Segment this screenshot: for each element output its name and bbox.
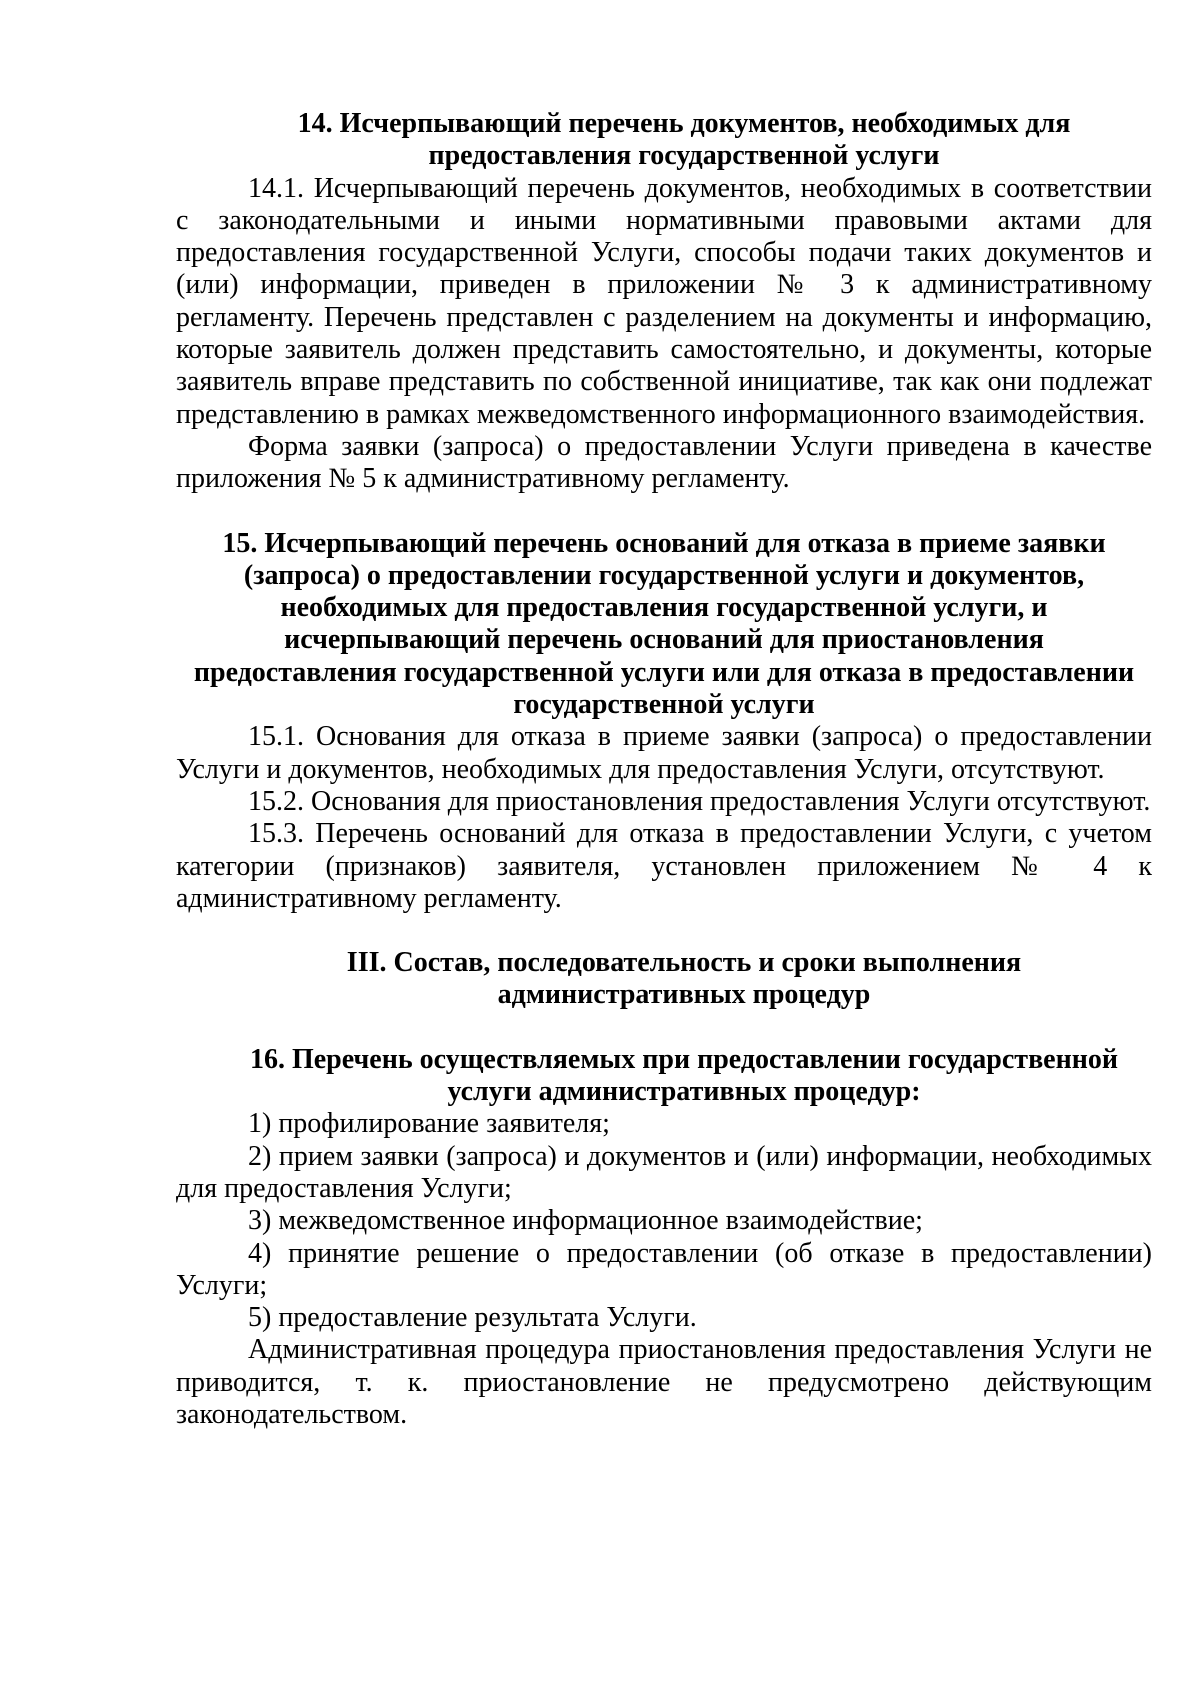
- paragraph-16-final: Административная процедура приостановления предоставления Услуги не приводится, т. к. приостановление не предусмотрено действующим законодательством.: [176, 1334, 1152, 1430]
- heading-line: III. Состав, последовательность и сроки выполнения: [346, 947, 1022, 979]
- section-14-heading: [176, 108, 1152, 173]
- chapter-3-heading: [176, 947, 1152, 1012]
- heading-line: предоставления государственной услуги: [428, 140, 940, 172]
- heading-line: (запроса) о предоставлении государственной услуги и документов,: [243, 559, 1085, 591]
- paragraph-15-2: 15.2. Основания для приостановления предоставления Услуги отсутствуют.: [248, 785, 1151, 817]
- heading-line: предоставления государственной услуги или для отказа в предоставлении: [193, 656, 1135, 688]
- paragraph-14-form: Форма заявки (запроса) о предоставлении Услуги приведена в качестве приложения № 5 к административному регламенту.: [176, 430, 1152, 495]
- paragraph-15-3: 15.3. Перечень оснований для отказа в предоставлении Услуги, с учетом категории (признаков) заявителя, установлен приложением № 4 к административному регламенту.: [176, 818, 1152, 914]
- list-item: 3) межведомственное информационное взаимодействие;: [248, 1205, 923, 1237]
- heading-line: административных процедур: [497, 979, 871, 1011]
- list-item: 4) принятие решение о предоставлении (об отказе в предоставлении) Услуги;: [176, 1237, 1152, 1301]
- heading-line: услуги административных процедур:: [447, 1076, 921, 1108]
- list-item: 1) профилирование заявителя;: [248, 1108, 610, 1140]
- heading-line: исчерпывающий перечень оснований для приостановления: [284, 624, 1044, 656]
- heading-line: необходимых для предоставления государственной услуги, и: [280, 592, 1048, 624]
- list-item: 5) предоставление результата Услуги.: [248, 1302, 697, 1334]
- list-item: 2) прием заявки (запроса) и документов и (или) информации, необходимых для предоставления Услуги;: [176, 1140, 1152, 1204]
- section-15-heading: [176, 528, 1152, 722]
- heading-line: 16. Перечень осуществляемых при предоставлении государственной: [249, 1043, 1119, 1075]
- heading-line: 14. Исчерпывающий перечень документов, необходимых для: [297, 108, 1071, 139]
- document-page: [176, 108, 1152, 1431]
- heading-line: 15. Исчерпывающий перечень оснований для отказа в приеме заявки: [222, 527, 1106, 559]
- paragraph-15-1: 15.1. Основания для отказа в приеме заявки (запроса) о предоставлении Услуги и документов, необходимых для предоставления Услуги, отсутствуют.: [176, 721, 1152, 785]
- heading-line: государственной услуги: [513, 689, 815, 721]
- section-16-heading: [176, 1044, 1152, 1109]
- paragraph-14-1: 14.1. Исчерпывающий перечень документов, необходимых в соответствии с законодательными и иными нормативными правовыми актами для предоставления государственной Услуги, способы подачи таких документов и (или) информации, приведен в приложении № 3 к административному регламенту. Перечень представлен с разделением на документы и информацию, которые заявитель должен представить самостоятельно, и документы, которые заявитель вправе представить по собственной инициативе, так как они подлежат представлению в рамках межведомственного информационного взаимодействия.: [176, 172, 1152, 430]
